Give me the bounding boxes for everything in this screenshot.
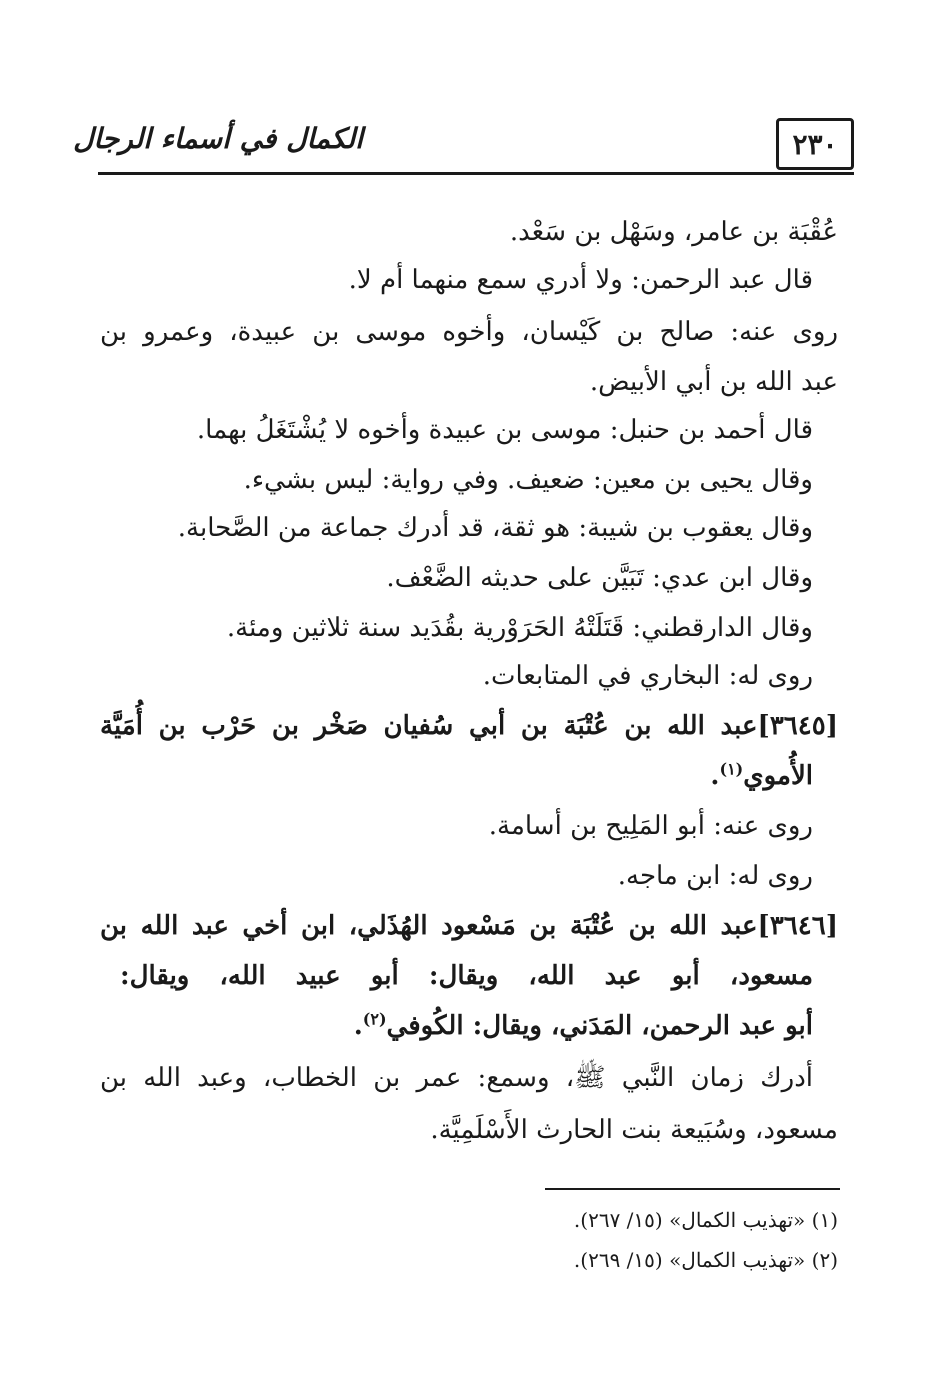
footnote-1: (١) «تهذيب الكمال» (١٥/ ٢٦٧). (573, 1208, 838, 1232)
footnote-rule (545, 1188, 840, 1190)
text-line-14: روى له: ابن ماجه. (617, 861, 813, 891)
text-line-19: مسعود، وسُبَيعة بنت الحارث الأَسْلَمِيَّة. (430, 1115, 838, 1145)
entry-3646-heading: [٣٦٤٦]عبد الله بن عُتْبَة بن مَسْعود الهُذَلي، ابن أخي عبد الله بن (100, 911, 838, 941)
text-line-9: وقال الدارقطني: قَتَلَتْهُ الحَرَوْرية بقُدَيد سنة ثلاثين ومئة. (226, 613, 813, 643)
text-line-13: روى عنه: أبو المَلِيح بن أسامة. (488, 811, 813, 841)
entry-3646-period: . (353, 1011, 363, 1041)
entry-3646-name-end: أبو عبد الرحمن، المَدَني، ويقال: الكُوفي (386, 1011, 813, 1041)
text-line-4: عبد الله بن أبي الأبيض. (589, 367, 838, 397)
text-line-3: روى عنه: صالح بن كَيْسان، وأخوه موسى بن عبيدة، وعمرو بن (100, 317, 838, 347)
text-line-6: وقال يحيى بن معين: ضعيف. وفي رواية: ليس بشيء. (243, 465, 813, 495)
footnote-2: (٢) «تهذيب الكمال» (١٥/ ٢٦٩). (573, 1248, 838, 1272)
entry-3645-name-end: الأُموي (743, 761, 813, 791)
text-line-8: وقال ابن عدي: تَبَيَّن على حديثه الضَّعْف. (386, 563, 813, 593)
text-line-7: وقال يعقوب بن شيبة: هو ثقة، قد أدرك جماعة من الصَّحابة. (177, 513, 813, 543)
text-line-10: روى له: البخاري في المتابعات. (482, 661, 813, 691)
entry-3646-heading-cont-1: مسعود، أبو عبد الله، ويقال: أبو عبيد الله، ويقال: (120, 961, 813, 991)
text-line-1: عُقْبَة بن عامر، وسَهْل بن سَعْد. (509, 217, 838, 247)
header-rule (98, 172, 854, 175)
footnote-ref-1: (١) (719, 759, 744, 779)
entry-3646-heading-cont-2 (354, 1006, 813, 1046)
page-number-text: ٢٣٠ (792, 127, 838, 161)
entry-3645-heading: [٣٦٤٥]عبد الله بن عُتْبَة بن أبي سُفيان صَخْر بن حَرْب بن أُمَيَّة (100, 711, 838, 741)
text-line-18: أدرك زمان النَّبي ﷺ، وسمع: عمر بن الخطاب، وعبد الله بن (100, 1063, 813, 1093)
book-title: الكمال في أسماء الرجال (73, 121, 363, 155)
text-line-2: قال عبد الرحمن: ولا أدري سمع منهما أم لا. (348, 265, 813, 295)
text-line-5: قال أحمد بن حنبل: موسى بن عبيدة وأخوه لا يُشْتَغَلُ بهما. (196, 415, 813, 445)
footnote-ref-2: (٢) (362, 1009, 387, 1029)
page-number (776, 118, 854, 170)
entry-3645-period: . (710, 761, 720, 791)
entry-3645-heading-cont (710, 756, 813, 796)
